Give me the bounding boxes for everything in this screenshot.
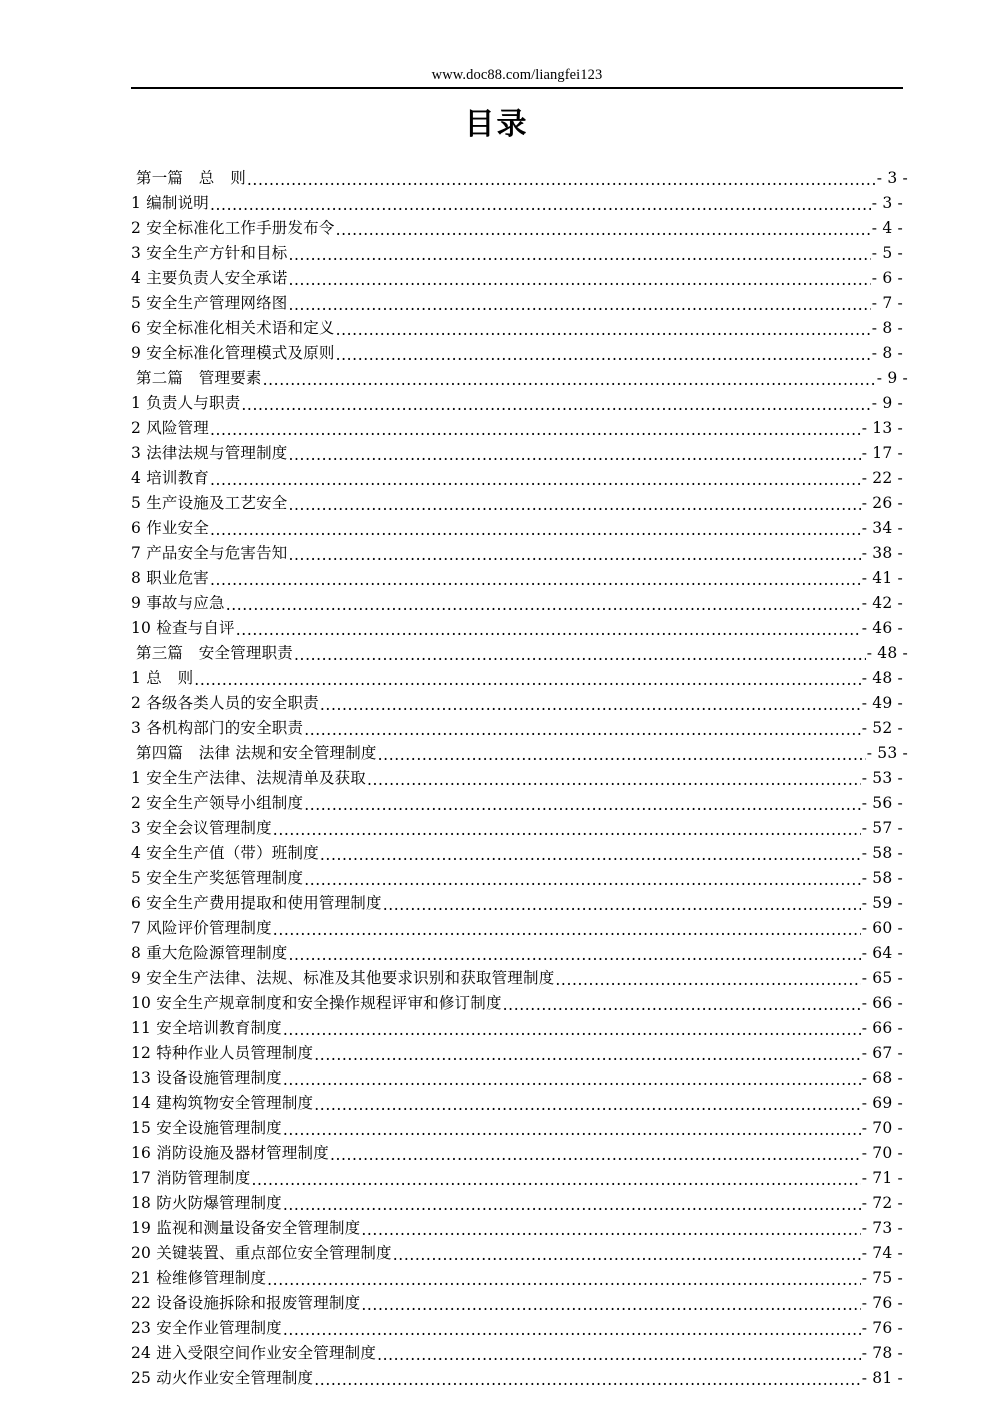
toc-entry-label: 8 职业危害	[131, 569, 209, 587]
toc-entry-page-number: - 69 -	[861, 1094, 903, 1112]
toc-dot-leader	[336, 221, 871, 240]
toc-entry-row[interactable]	[131, 1190, 903, 1215]
toc-entry-label: 6 作业安全	[131, 519, 209, 537]
toc-dot-leader	[304, 796, 861, 815]
toc-entry-row[interactable]	[131, 915, 903, 940]
page-title: 目录	[464, 107, 529, 142]
toc-entry-page-number: - 8 -	[871, 319, 903, 337]
toc-entry-page-number: - 42 -	[861, 594, 903, 612]
toc-entry-row[interactable]	[131, 190, 903, 215]
toc-entry-label: 1 负责人与职责	[131, 394, 241, 412]
toc-entry-label: 17 消防管理制度	[131, 1169, 251, 1187]
toc-part-row[interactable]	[131, 640, 908, 665]
toc-entry-row[interactable]	[131, 290, 903, 315]
toc-entry-label: 18 防火防爆管理制度	[131, 1194, 282, 1212]
toc-entry-label: 4 主要负责人安全承诺	[131, 269, 288, 287]
table-of-contents	[131, 165, 908, 1390]
toc-entry-row[interactable]	[131, 1140, 903, 1165]
toc-dot-leader	[393, 1246, 861, 1265]
toc-entry-row[interactable]	[131, 590, 903, 615]
toc-entry-row[interactable]	[131, 965, 903, 990]
toc-entry-page-number: - 76 -	[861, 1294, 903, 1312]
toc-entry-row[interactable]	[131, 390, 903, 415]
toc-entry-label: 第一篇 总 则	[136, 169, 246, 187]
toc-entry-row[interactable]	[131, 890, 903, 915]
toc-entry-page-number: - 53 -	[861, 769, 903, 787]
toc-dot-leader	[289, 446, 861, 465]
toc-dot-leader	[210, 521, 861, 540]
toc-entry-page-number: - 8 -	[871, 344, 903, 362]
toc-entry-label: 3 法律法规与管理制度	[131, 444, 288, 462]
toc-dot-leader	[273, 921, 861, 940]
toc-entry-row[interactable]	[131, 1065, 903, 1090]
toc-entry-page-number: - 41 -	[861, 569, 903, 587]
toc-entry-label: 第二篇 管理要素	[136, 369, 262, 387]
toc-entry-row[interactable]	[131, 840, 903, 865]
toc-entry-page-number: - 7 -	[871, 294, 903, 312]
toc-dot-leader	[378, 746, 866, 765]
toc-entry-row[interactable]	[131, 615, 903, 640]
toc-dot-leader	[263, 371, 876, 390]
toc-entry-page-number: - 59 -	[861, 894, 903, 912]
toc-entry-row[interactable]	[131, 1340, 903, 1365]
toc-entry-label: 23 安全作业管理制度	[131, 1319, 282, 1337]
toc-entry-label: 2 安全标准化工作手册发布令	[131, 219, 335, 237]
toc-entry-row[interactable]	[131, 490, 903, 515]
toc-entry-row[interactable]	[131, 690, 903, 715]
toc-entry-page-number: - 58 -	[861, 844, 903, 862]
toc-entry-row[interactable]	[131, 1215, 903, 1240]
toc-dot-leader	[210, 196, 871, 215]
toc-dot-leader	[361, 1221, 860, 1240]
toc-dot-leader	[289, 946, 861, 965]
toc-entry-label: 13 设备设施管理制度	[131, 1069, 282, 1087]
toc-entry-label: 4 培训教育	[131, 469, 209, 487]
toc-entry-label: 9 安全标准化管理模式及原则	[131, 344, 335, 362]
toc-entry-label: 25 动火作业安全管理制度	[131, 1369, 314, 1387]
toc-entry-label: 6 安全标准化相关术语和定义	[131, 319, 335, 337]
toc-entry-row[interactable]	[131, 315, 903, 340]
toc-entry-page-number: - 52 -	[861, 719, 903, 737]
toc-entry-row[interactable]	[131, 540, 903, 565]
toc-dot-leader	[314, 1046, 860, 1065]
toc-entry-row[interactable]	[131, 1090, 903, 1115]
toc-dot-leader	[283, 1071, 861, 1090]
toc-dot-leader	[304, 721, 861, 740]
toc-dot-leader	[283, 1321, 861, 1340]
toc-dot-leader	[267, 1271, 861, 1290]
header-divider	[131, 87, 903, 89]
toc-dot-leader	[247, 171, 876, 190]
toc-dot-leader	[361, 1296, 860, 1315]
toc-entry-row[interactable]	[131, 565, 903, 590]
toc-entry-label: 9 事故与应急	[131, 594, 225, 612]
toc-entry-page-number: - 17 -	[861, 444, 903, 462]
toc-entry-label: 5 生产设施及工艺安全	[131, 494, 288, 512]
toc-entry-page-number: - 76 -	[861, 1319, 903, 1337]
toc-dot-leader	[289, 496, 861, 515]
toc-entry-label: 第三篇 安全管理职责	[136, 644, 294, 662]
toc-dot-leader	[336, 321, 871, 340]
toc-entry-label: 5 安全生产管理网络图	[131, 294, 288, 312]
toc-entry-label: 9 安全生产法律、法规、标准及其他要求识别和获取管理制度	[131, 969, 555, 987]
toc-entry-row[interactable]	[131, 765, 903, 790]
toc-entry-page-number: - 5 -	[871, 244, 903, 262]
toc-entry-label: 1 编制说明	[131, 194, 209, 212]
toc-dot-leader	[226, 596, 861, 615]
toc-entry-row[interactable]	[131, 240, 903, 265]
toc-entry-row[interactable]	[131, 1115, 903, 1140]
toc-entry-label: 2 各级各类人员的安全职责	[131, 694, 319, 712]
toc-entry-row[interactable]	[131, 1290, 903, 1315]
toc-entry-page-number: - 46 -	[861, 619, 903, 637]
toc-entry-label: 19 监视和测量设备安全管理制度	[131, 1219, 361, 1237]
toc-entry-label: 1 总 则	[131, 669, 194, 687]
toc-entry-label: 7 风险评价管理制度	[131, 919, 272, 937]
toc-entry-page-number: - 48 -	[866, 644, 908, 662]
toc-dot-leader	[314, 1371, 860, 1390]
toc-entry-row[interactable]	[131, 440, 903, 465]
toc-entry-page-number: - 13 -	[861, 419, 903, 437]
toc-entry-label: 16 消防设施及器材管理制度	[131, 1144, 329, 1162]
toc-entry-page-number: - 3 -	[871, 194, 903, 212]
toc-entry-label: 1 安全生产法律、法规清单及获取	[131, 769, 366, 787]
toc-entry-row[interactable]	[131, 415, 903, 440]
toc-entry-label: 14 建构筑物安全管理制度	[131, 1094, 314, 1112]
toc-entry-row[interactable]	[131, 1265, 903, 1290]
toc-entry-page-number: - 26 -	[861, 494, 903, 512]
toc-entry-page-number: - 22 -	[861, 469, 903, 487]
toc-entry-label: 3 安全生产方针和目标	[131, 244, 288, 262]
toc-entry-label: 24 进入受限空间作业安全管理制度	[131, 1344, 377, 1362]
toc-entry-row[interactable]	[131, 265, 903, 290]
toc-entry-row[interactable]	[131, 1365, 903, 1390]
toc-entry-row[interactable]	[131, 990, 903, 1015]
toc-dot-leader	[289, 546, 861, 565]
toc-part-row[interactable]	[131, 165, 908, 190]
toc-part-row[interactable]	[131, 740, 908, 765]
toc-entry-label: 10 检查与自评	[131, 619, 235, 637]
toc-entry-row[interactable]	[131, 715, 903, 740]
toc-entry-page-number: - 75 -	[861, 1269, 903, 1287]
toc-entry-label: 4 安全生产值（带）班制度	[131, 844, 319, 862]
toc-entry-page-number: - 9 -	[876, 369, 908, 387]
toc-entry-label: 11 安全培训教育制度	[131, 1019, 282, 1037]
toc-part-row[interactable]	[131, 365, 908, 390]
toc-entry-page-number: - 68 -	[861, 1069, 903, 1087]
toc-entry-label: 21 检维修管理制度	[131, 1269, 267, 1287]
toc-dot-leader	[194, 671, 860, 690]
toc-entry-page-number: - 57 -	[861, 819, 903, 837]
toc-entry-label: 第四篇 法律 法规和安全管理制度	[136, 744, 377, 762]
toc-entry-page-number: - 70 -	[861, 1144, 903, 1162]
toc-entry-label: 22 设备设施拆除和报废管理制度	[131, 1294, 361, 1312]
toc-dot-leader	[241, 396, 870, 415]
toc-entry-row[interactable]	[131, 940, 903, 965]
toc-dot-leader	[555, 971, 860, 990]
toc-entry-page-number: - 67 -	[861, 1044, 903, 1062]
toc-entry-page-number: - 70 -	[861, 1119, 903, 1137]
toc-dot-leader	[283, 1021, 861, 1040]
toc-dot-leader	[251, 1171, 860, 1190]
toc-entry-label: 12 特种作业人员管理制度	[131, 1044, 314, 1062]
toc-entry-page-number: - 53 -	[866, 744, 908, 762]
toc-entry-page-number: - 71 -	[861, 1169, 903, 1187]
toc-entry-page-number: - 66 -	[861, 994, 903, 1012]
toc-entry-page-number: - 3 -	[876, 169, 908, 187]
toc-dot-leader	[377, 1346, 861, 1365]
toc-entry-page-number: - 74 -	[861, 1244, 903, 1262]
header-watermark-url: www.doc88.com/liangfei123	[431, 67, 603, 83]
toc-dot-leader	[304, 871, 861, 890]
toc-entry-page-number: - 56 -	[861, 794, 903, 812]
page-header	[131, 66, 903, 89]
toc-entry-page-number: - 58 -	[861, 869, 903, 887]
toc-dot-leader	[294, 646, 866, 665]
toc-entry-page-number: - 78 -	[861, 1344, 903, 1362]
toc-entry-page-number: - 65 -	[861, 969, 903, 987]
toc-entry-page-number: - 34 -	[861, 519, 903, 537]
toc-entry-label: 7 产品安全与危害告知	[131, 544, 288, 562]
toc-entry-label: 15 安全设施管理制度	[131, 1119, 282, 1137]
toc-entry-page-number: - 66 -	[861, 1019, 903, 1037]
toc-dot-leader	[289, 296, 871, 315]
toc-dot-leader	[383, 896, 861, 915]
toc-entry-row[interactable]	[131, 1015, 903, 1040]
toc-dot-leader	[236, 621, 861, 640]
toc-entry-row[interactable]	[131, 340, 903, 365]
toc-entry-label: 8 重大危险源管理制度	[131, 944, 288, 962]
toc-entry-label: 10 安全生产规章制度和安全操作规程评审和修订制度	[131, 994, 502, 1012]
toc-dot-leader	[273, 821, 861, 840]
toc-entry-page-number: - 9 -	[871, 394, 903, 412]
toc-entry-label: 20 关键装置、重点部位安全管理制度	[131, 1244, 392, 1262]
toc-entry-label: 2 风险管理	[131, 419, 209, 437]
toc-dot-leader	[367, 771, 861, 790]
toc-dot-leader	[210, 421, 861, 440]
toc-entry-label: 2 安全生产领导小组制度	[131, 794, 304, 812]
toc-dot-leader	[314, 1096, 860, 1115]
toc-entry-row[interactable]	[131, 665, 903, 690]
toc-dot-leader	[320, 846, 861, 865]
toc-entry-row[interactable]	[131, 465, 903, 490]
toc-entry-label: 3 安全会议管理制度	[131, 819, 272, 837]
toc-entry-page-number: - 38 -	[861, 544, 903, 562]
toc-entry-row[interactable]	[131, 865, 903, 890]
toc-entry-page-number: - 6 -	[871, 269, 903, 287]
toc-entry-page-number: - 72 -	[861, 1194, 903, 1212]
toc-entry-page-number: - 4 -	[871, 219, 903, 237]
toc-entry-label: 3 各机构部门的安全职责	[131, 719, 304, 737]
toc-dot-leader	[210, 471, 861, 490]
toc-dot-leader	[330, 1146, 861, 1165]
toc-dot-leader	[289, 271, 871, 290]
toc-entry-row[interactable]	[131, 1040, 903, 1065]
toc-dot-leader	[210, 571, 861, 590]
toc-entry-page-number: - 48 -	[861, 669, 903, 687]
toc-entry-page-number: - 73 -	[861, 1219, 903, 1237]
toc-dot-leader	[320, 696, 861, 715]
toc-entry-row[interactable]	[131, 1165, 903, 1190]
toc-dot-leader	[289, 246, 871, 265]
toc-entry-page-number: - 60 -	[861, 919, 903, 937]
toc-dot-leader	[503, 996, 861, 1015]
toc-dot-leader	[283, 1121, 861, 1140]
toc-entry-row[interactable]	[131, 215, 903, 240]
toc-entry-page-number: - 81 -	[861, 1369, 903, 1387]
toc-entry-label: 6 安全生产费用提取和使用管理制度	[131, 894, 382, 912]
toc-entry-row[interactable]	[131, 1240, 903, 1265]
toc-entry-page-number: - 64 -	[861, 944, 903, 962]
toc-entry-row[interactable]	[131, 1315, 903, 1340]
toc-entry-row[interactable]	[131, 815, 903, 840]
toc-entry-label: 5 安全生产奖惩管理制度	[131, 869, 304, 887]
toc-entry-page-number: - 49 -	[861, 694, 903, 712]
toc-dot-leader	[336, 346, 871, 365]
toc-dot-leader	[283, 1196, 861, 1215]
toc-entry-row[interactable]	[131, 790, 903, 815]
toc-entry-row[interactable]	[131, 515, 903, 540]
